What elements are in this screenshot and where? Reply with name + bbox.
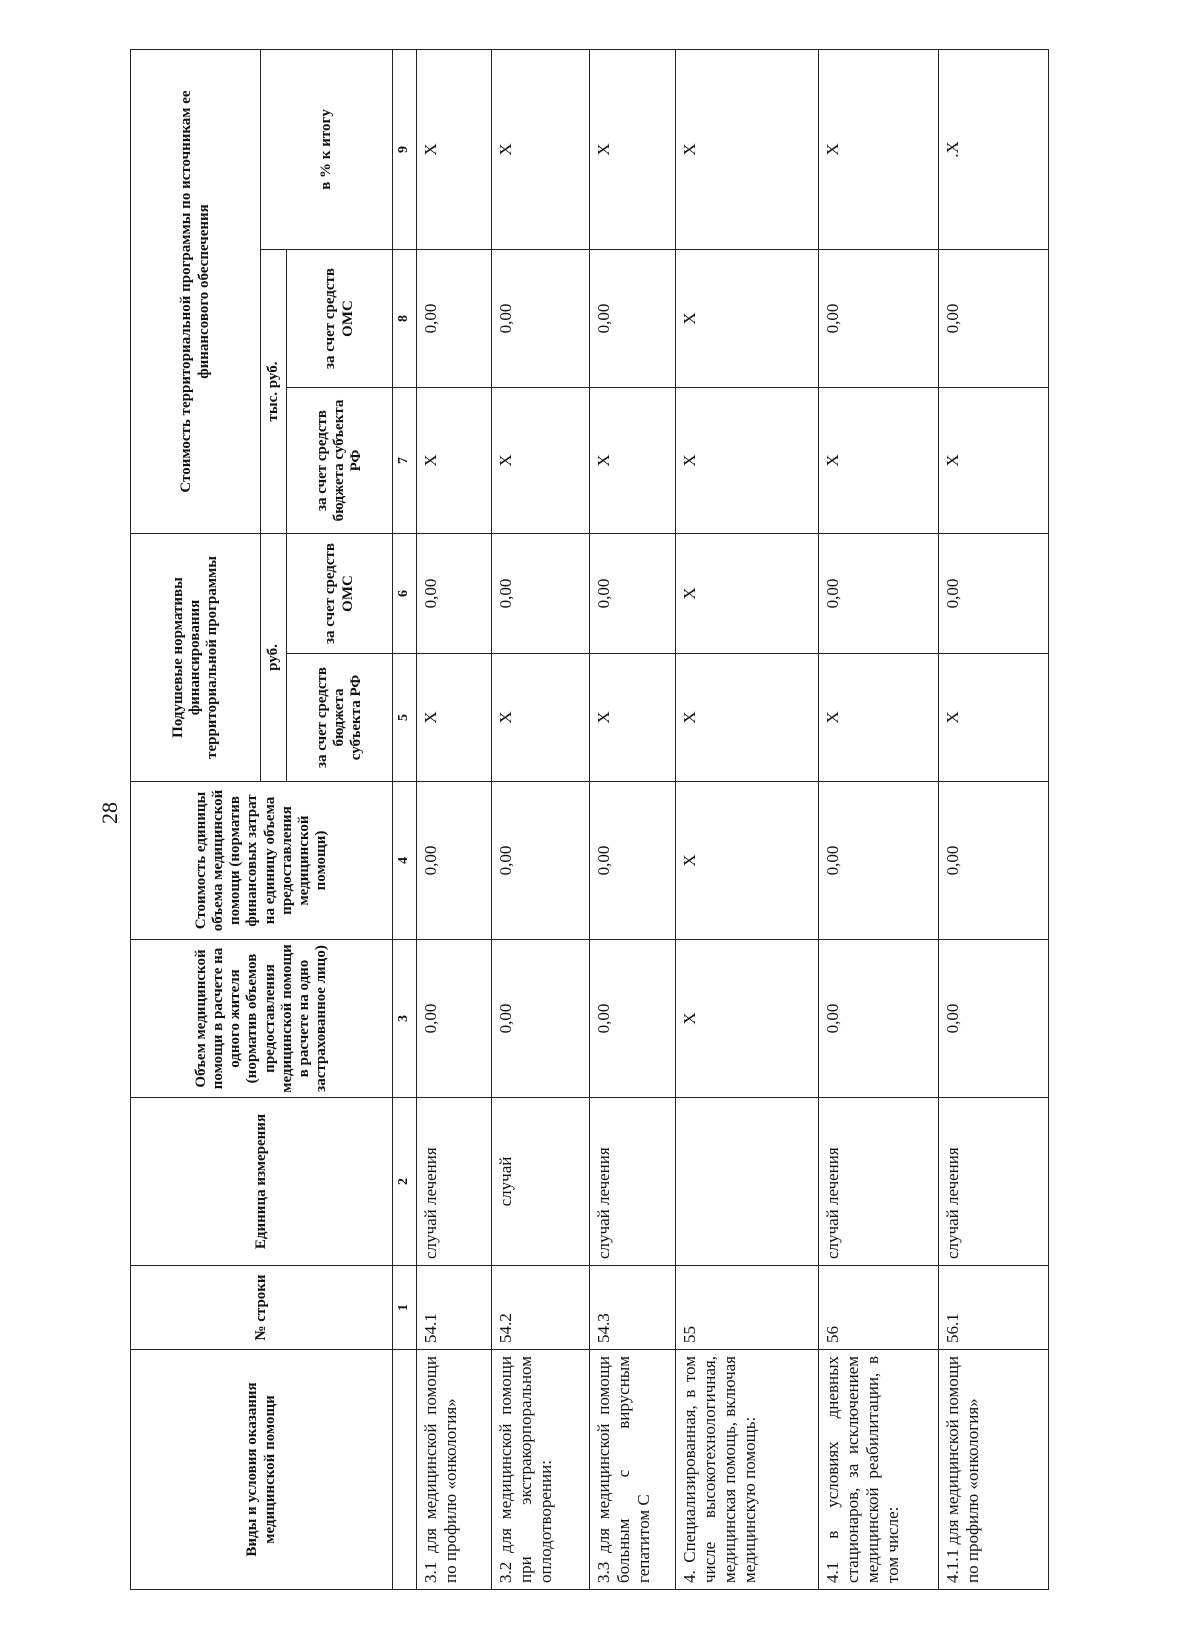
row-budget-per-capita: X (492, 654, 590, 782)
row-unit: случай лечения (819, 1098, 939, 1266)
row-budget-cost: X (492, 388, 590, 534)
row-line: 56 (819, 1266, 939, 1350)
header-per-capita-group: Подушевые нормативы финансирования территориальной программы (131, 534, 261, 782)
row-budget-per-capita: X (939, 654, 1049, 782)
financing-table (130, 49, 1049, 1590)
header-budget-cost: за счет средств бюджета субъекта РФ (287, 388, 393, 534)
column-number: 4 (393, 782, 417, 940)
row-volume: 0,00 (590, 940, 676, 1098)
header-budget-per-capita: за счет средств бюджета субъекта РФ (287, 654, 393, 782)
row-volume: 0,00 (492, 940, 590, 1098)
table-row (492, 49, 590, 1589)
header-types: Виды и условия оказания медицинской помощи (131, 1350, 393, 1590)
row-oms-cost: 0,00 (417, 250, 492, 388)
column-number: 9 (393, 49, 417, 249)
row-unit (676, 1098, 819, 1266)
row-name: 3.2 для медицинской помощи при экстракорпоральном оплодотворении: (492, 1350, 590, 1590)
row-percent: X (676, 49, 819, 249)
row-unit-cost: 0,00 (492, 782, 590, 940)
row-unit: случай (492, 1098, 590, 1266)
row-oms-cost: 0,00 (492, 250, 590, 388)
column-number (393, 1350, 417, 1590)
row-oms-per-capita: 0,00 (492, 534, 590, 654)
table-row (590, 49, 676, 1589)
row-budget-per-capita: X (590, 654, 676, 782)
row-volume: 0,00 (819, 940, 939, 1098)
row-percent: .X (939, 49, 1049, 249)
row-budget-per-capita: X (819, 654, 939, 782)
header-line-number: № строки (131, 1266, 393, 1350)
row-name: 4.1 в условиях дневных стационаров, за исключением медицинской реабилитации, в том числе: (819, 1350, 939, 1590)
header-rub: руб. (261, 534, 287, 782)
table-row (417, 49, 492, 1589)
row-budget-cost: X (417, 388, 492, 534)
row-budget-per-capita: X (417, 654, 492, 782)
row-budget-cost: X (939, 388, 1049, 534)
row-budget-per-capita: X (676, 654, 819, 782)
row-oms-cost: 0,00 (939, 250, 1049, 388)
row-line: 56.1 (939, 1266, 1049, 1350)
row-oms-cost: 0,00 (590, 250, 676, 388)
row-volume: 0,00 (939, 940, 1049, 1098)
header-volume: Объем медицинской помощи в расчете на одного жителя (норматив объемов предоставления медицинской помощи в расчете на одно застрахованное лицо) (131, 940, 393, 1098)
row-percent: X (590, 49, 676, 249)
column-number: 5 (393, 654, 417, 782)
header-oms-cost: за счет средств ОМС (287, 250, 393, 388)
row-oms-per-capita: 0,00 (590, 534, 676, 654)
rotated-page (130, 50, 1048, 1590)
column-numbers-row (393, 49, 417, 1589)
table-row (819, 49, 939, 1589)
row-budget-cost: X (676, 388, 819, 534)
header-unit-cost: Стоимость единицы объема медицинской помощи (норматив финансовых затрат на единицу объема предоставления медицинской помощи) (131, 782, 393, 940)
row-unit: случай лечения (417, 1098, 492, 1266)
column-number: 1 (393, 1266, 417, 1350)
column-number: 6 (393, 534, 417, 654)
row-oms-per-capita: 0,00 (417, 534, 492, 654)
column-number: 3 (393, 940, 417, 1098)
row-name: 4. Специализированная, в том числе высокотехнологичная, медицинская помощь, включая медицинскую помощь: (676, 1350, 819, 1590)
row-unit-cost: 0,00 (417, 782, 492, 940)
row-unit-cost: 0,00 (939, 782, 1049, 940)
row-unit: случай лечения (590, 1098, 676, 1266)
header-row-1 (131, 49, 261, 1589)
row-unit-cost: 0,00 (819, 782, 939, 940)
row-budget-cost: X (819, 388, 939, 534)
row-name: 4.1.1 для медицинской помощи по профилю «онкология» (939, 1350, 1049, 1590)
header-program-cost-group: Стоимость территориальной программы по источникам ее финансового обеспечения (131, 49, 261, 533)
row-percent: X (417, 49, 492, 249)
row-name: 3.1 для медицинской помощи по профилю «онкология» (417, 1350, 492, 1590)
table-row (939, 49, 1049, 1589)
row-line: 55 (676, 1266, 819, 1350)
column-number: 2 (393, 1098, 417, 1266)
row-unit: случай лечения (939, 1098, 1049, 1266)
row-oms-per-capita: 0,00 (819, 534, 939, 654)
header-oms-per-capita: за счет средств ОМС (287, 534, 393, 654)
row-line: 54.1 (417, 1266, 492, 1350)
row-oms-cost: X (676, 250, 819, 388)
row-budget-cost: X (590, 388, 676, 534)
row-oms-per-capita: 0,00 (939, 534, 1049, 654)
row-unit-cost: 0,00 (590, 782, 676, 940)
row-oms-per-capita: X (676, 534, 819, 654)
row-line: 54.2 (492, 1266, 590, 1350)
page-number: 28 (97, 802, 122, 824)
row-unit-cost: X (676, 782, 819, 940)
column-number: 7 (393, 388, 417, 534)
column-number: 8 (393, 250, 417, 388)
row-name: 3.3 для медицинской помощи больным с вирусным гепатитом С (590, 1350, 676, 1590)
row-percent: X (492, 49, 590, 249)
row-volume: 0,00 (417, 940, 492, 1098)
header-unit: Единица измерения (131, 1098, 393, 1266)
row-volume: X (676, 940, 819, 1098)
header-percent: в % к итогу (261, 49, 393, 249)
row-line: 54.3 (590, 1266, 676, 1350)
table-row (676, 49, 819, 1589)
row-percent: X (819, 49, 939, 249)
row-oms-cost: 0,00 (819, 250, 939, 388)
header-thousand-rub: тыс. руб. (261, 250, 287, 534)
